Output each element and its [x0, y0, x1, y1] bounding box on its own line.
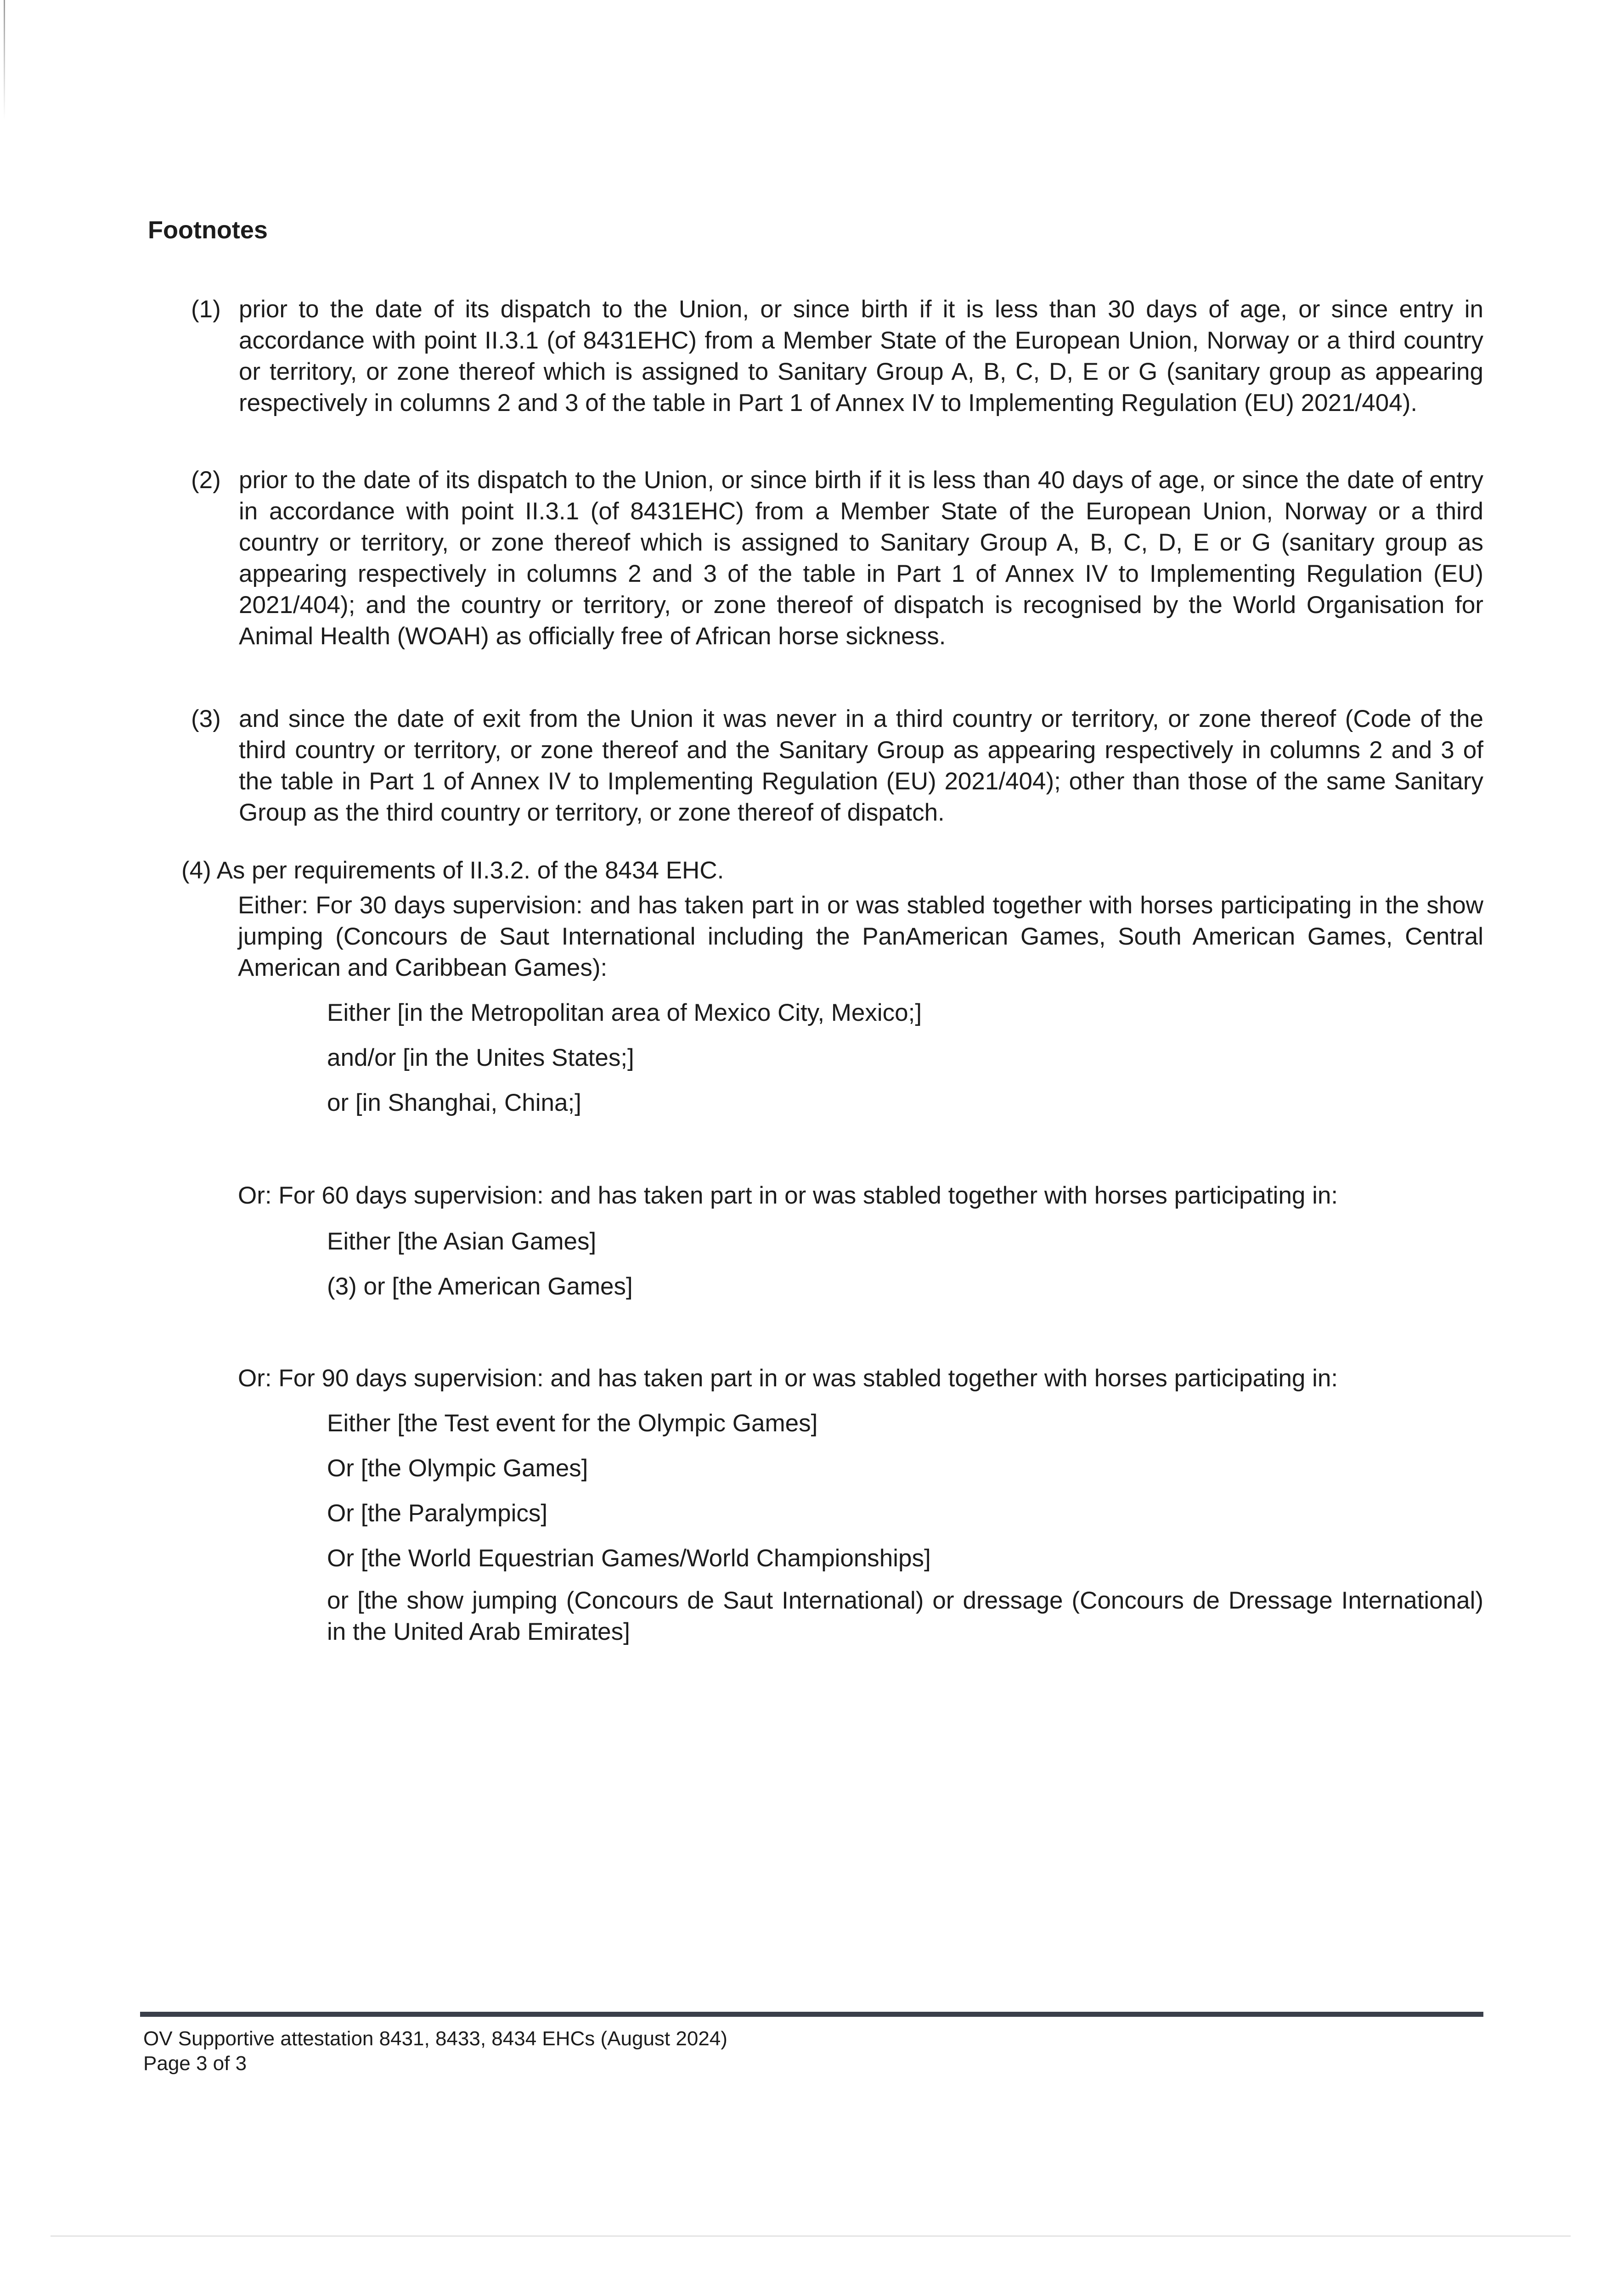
- option-30-shanghai: or [in Shanghai, China;]: [327, 1089, 581, 1116]
- footnote-4-title: (4) As per requirements of II.3.2. of the 8434 EHC.: [181, 857, 724, 884]
- option-90-olympic: Or [the Olympic Games]: [327, 1455, 588, 1482]
- or-90-days: Or: For 90 days supervision: and has taken part in or was stabled together with horses participating in:: [238, 1365, 1338, 1392]
- option-90-paralympics: Or [the Paralympics]: [327, 1500, 548, 1527]
- option-60-asian: Either [the Asian Games]: [327, 1228, 597, 1255]
- footer-page-number: Page 3 of 3: [143, 2052, 247, 2075]
- footer-title: OV Supportive attestation 8431, 8433, 8434 EHCs (August 2024): [143, 2027, 727, 2050]
- either-30-days: Either: For 30 days supervision: and has taken part in or was stabled together with horses participating in the show jumping (Concours de Saut International including the PanAmerican Games, South American Games, Central American and Caribbean Games):: [238, 892, 1483, 981]
- option-30-mexico: Either [in the Metropolitan area of Mexico City, Mexico;]: [327, 999, 922, 1026]
- footnote-number: (2): [191, 467, 221, 494]
- footnotes-heading: Footnotes: [148, 216, 268, 244]
- footnote-text: and since the date of exit from the Union it was never in a third country or territory, or zone thereof (Code of the third country or territory, or zone thereof and the Sanitary Group as appearing respectively in columns 2 and 3 of the table in Part 1 of Annex IV to Implementing Regulation (EU) 2021/404); other than those of the same Sanitary Group as the third country or territory, or zone thereof of dispatch.: [239, 705, 1483, 826]
- footnote-3: [193, 703, 1483, 828]
- option-90-uae: or [the show jumping (Concours de Saut International) or dressage (Concours de Dressage International) in the United Arab Emirates]: [327, 1587, 1483, 1645]
- footnote-1: [193, 294, 1483, 419]
- option-30-us: and/or [in the Unites States;]: [327, 1044, 634, 1071]
- footnote-text: prior to the date of its dispatch to the Union, or since birth if it is less than 40 days of age, or since the date of entry in accordance with point II.3.1 (of 8431EHC) from a Member State of the European Union, Norway or a third country or territory, or zone thereof which is assigned to Sanitary Group A, B, C, D, E or G (sanitary group as appearing respectively in columns 2 and 3 of the table in Part 1 of Annex IV to Implementing Regulation (EU) 2021/404); and the country or territory, or zone thereof of dispatch is recognised by the World Organisation for Animal Health (WOAH) as officially free of African horse sickness.: [239, 467, 1483, 650]
- footnote-2: [193, 465, 1483, 652]
- footer-rule: [140, 2012, 1483, 2017]
- footnote-number: (1): [191, 296, 221, 323]
- scan-edge-mark: [4, 0, 5, 119]
- option-90-test-event: Either [the Test event for the Olympic Games]: [327, 1410, 818, 1437]
- option-60-american: (3) or [the American Games]: [327, 1273, 633, 1300]
- footnote-number: (3): [191, 705, 221, 732]
- scan-bottom-line: [51, 2235, 1571, 2237]
- option-90-world-equestrian: Or [the World Equestrian Games/World Championships]: [327, 1545, 931, 1572]
- footnote-text: prior to the date of its dispatch to the Union, or since birth if it is less than 30 days of age, or since entry in accordance with point II.3.1 (of 8431EHC) from a Member State of the European Union, Norway or a third country or territory, or zone thereof which is assigned to Sanitary Group A, B, C, D, E or G (sanitary group as appearing respectively in columns 2 and 3 of the table in Part 1 of Annex IV to Implementing Regulation (EU) 2021/404).: [239, 296, 1483, 416]
- or-60-days: Or: For 60 days supervision: and has taken part in or was stabled together with horses participating in:: [238, 1182, 1338, 1209]
